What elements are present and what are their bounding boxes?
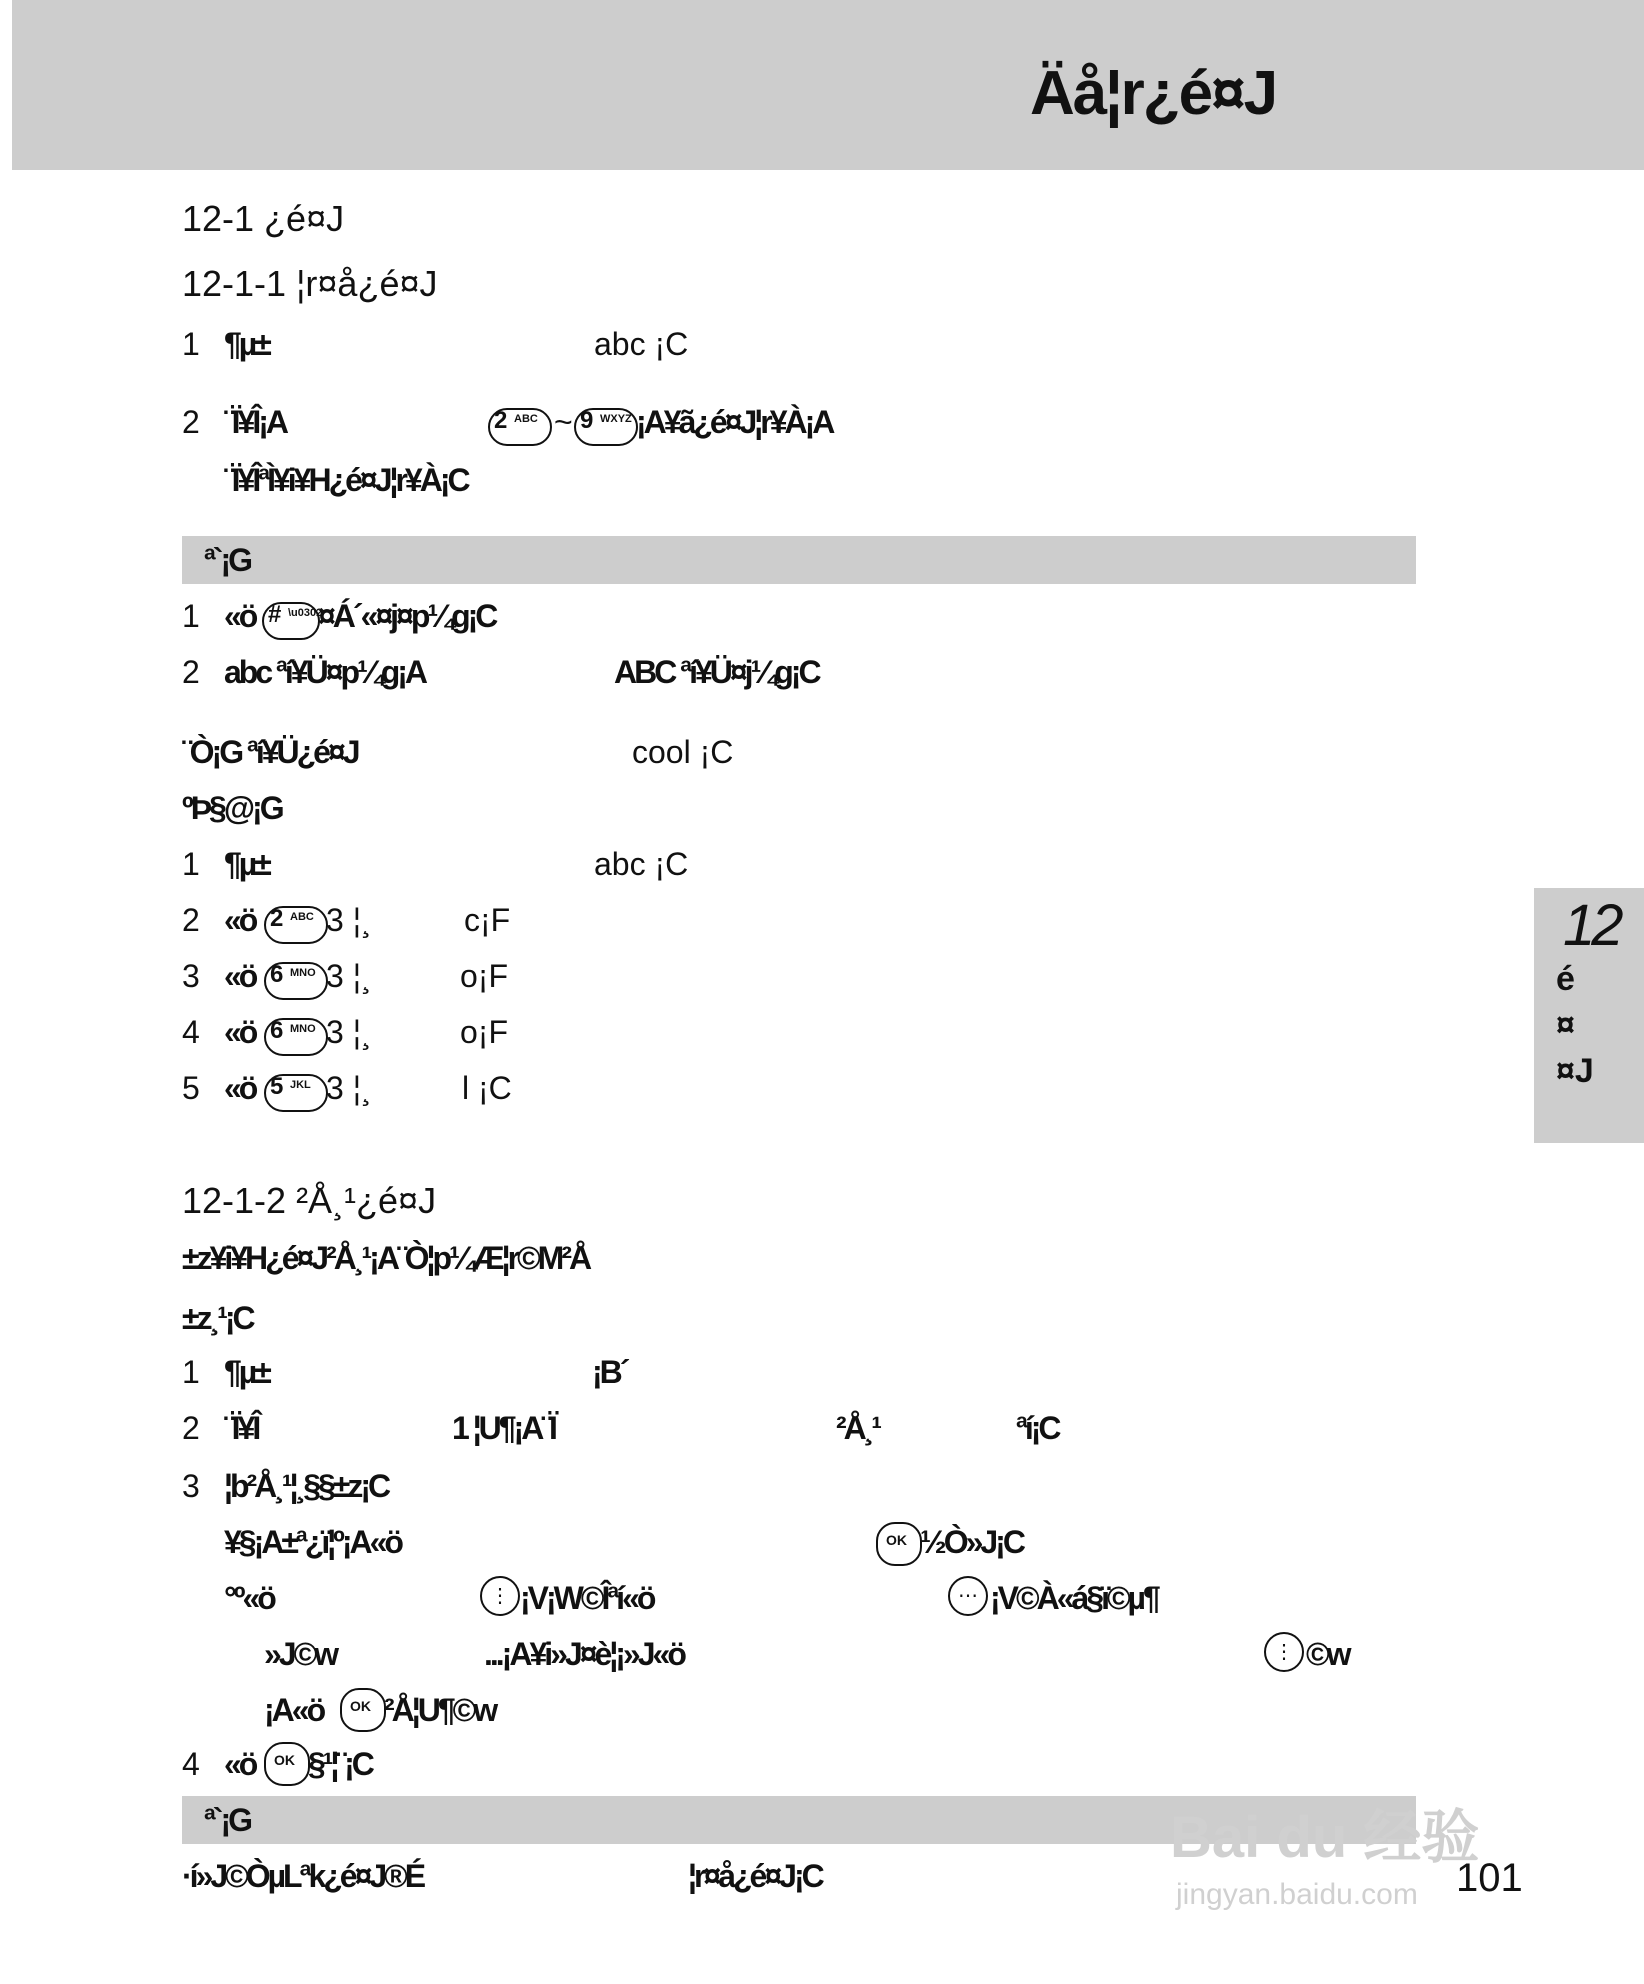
side-tab-char: é [1556,960,1575,998]
tilde: ~ [554,404,573,440]
note-item-result: ABC ªí¥Ü¤j¼g¡C [614,654,819,690]
example-step-number: 4 [182,1014,200,1050]
ok-key-icon: OK [264,1742,310,1786]
step-number: 2 [182,404,200,440]
note-label: ª`¡G [204,542,251,578]
example-step-count: 3 ¦¸ [326,958,372,994]
step-result: §¹¦¨¡C [308,1746,372,1782]
step-number: 1 [182,1354,200,1390]
example-step-text: «ö [224,958,256,994]
example-step-text: «ö [224,1070,256,1106]
example-step-number: 2 [182,902,200,938]
step-result: ¡B´ [592,1354,628,1390]
step-sub-text-right: ¡V©À«á§ï©µ¶ [990,1580,1158,1616]
note-item-number: 2 [182,654,200,690]
watermark-logo: Bai du 经验 [1170,1805,1480,1870]
nav-up-down-icon: ⋮ [480,1576,520,1616]
example-step-text: «ö [224,902,256,938]
step-text: ¶µ± [224,326,269,362]
header-bar [12,0,1644,170]
step-text-right: ¡A¥ã¿é¤J¦r¥À¡A [636,404,833,440]
key-hash-icon: # \u0302 [262,602,320,640]
note-item-result: ¤Á´«¤j¤p¼g¡C [318,598,496,634]
example-title: ¨Ò¡G ªí¥Ü¿é¤J [182,734,358,770]
step-number: 2 [182,1410,200,1446]
step-text: «ö [224,1746,256,1782]
step-sub-text-right: ©w [1306,1636,1349,1672]
section-heading-12-1: 12-1 ¿é¤J [182,198,345,239]
page-number: 101 [1456,1856,1523,1900]
key-6-icon: 6 MNO [264,1018,328,1056]
step-sub-text-right: ²Å¦U¶©w [384,1692,496,1728]
example-step-result: abc ¡C [594,846,689,882]
step-sub-text: ¥§¡A±ª¿ï¦º¡A«ö [224,1524,401,1560]
example-step-count: 3 ¦¸ [326,1070,372,1106]
note-bar [182,536,1416,584]
section-heading-12-1-2: 12-1-2 ²Å¸¹¿é¤J [182,1180,437,1221]
step-sub-text: ¡A«ö [264,1692,324,1728]
nav-up-down-icon: ⋮ [1264,1632,1304,1672]
note-item-text: abc ªí¥Ü¤p¼g¡A [224,654,426,690]
example-step-number: 1 [182,846,200,882]
key-6-icon: 6 MNO [264,962,328,1000]
step-text: ¨Ï¥Î [224,1410,259,1446]
step-sub-text: °º«ö [224,1580,274,1616]
note-label: ª`¡G [204,1802,251,1838]
example-step-result: o¡F [460,958,508,994]
example-step-text: «ö [224,1014,256,1050]
example-word: cool ¡C [632,734,734,770]
example-step-result: o¡F [460,1014,508,1050]
step-sub-text-mid: ¡V¡W©Îªí«ö [520,1580,654,1616]
step-text: ¦b²Å¸¹¦¸§§±z¡C [224,1468,389,1504]
step-text: ¶µ± [224,1354,269,1390]
step-text-line2: ¨Ï¥ÎªÌ¥i¥H¿é¤J¦r¥À¡C [224,462,468,498]
step-mid-text: 1 ¦U¶¡A¨Ï [452,1410,555,1446]
key-5-icon: 5 JKL [264,1074,328,1112]
step-result: abc ¡C [594,326,689,362]
step-number: 3 [182,1468,200,1504]
step-sub-text-mid: ...¡A¥i»J¤è¦¡»J«ö [484,1636,684,1672]
chapter-number: 12 [1563,893,1620,958]
step-text: ¨Ï¥Î¡A [224,404,286,440]
step-sub-text: »J©w [264,1636,337,1672]
intro-line-1: ±z¥i¥H¿é¤J²Å¸¹¡A¨Ò¦p¼Æ¦r©M²Å [182,1240,590,1276]
note-item-text: «ö [224,598,256,634]
example-step-count: 3 ¦¸ [326,1014,372,1050]
example-step-count: 3 ¦¸ [326,902,372,938]
step-mid-text-2: ²Å¸¹ [836,1410,880,1446]
side-tab-char: ¤J [1556,1052,1594,1090]
note-text-right: ¦r¤å¿é¤J¡C [688,1858,822,1894]
key-9-icon: 9 WXYZ [574,408,638,446]
note-item-number: 1 [182,598,200,634]
example-step-result: c¡F [464,902,511,938]
example-step-result: l ¡C [462,1070,512,1106]
key-2-icon: 2 ABC [488,408,552,446]
step-number: 4 [182,1746,200,1782]
key-2-icon: 2 ABC [264,906,328,944]
watermark-url: jingyan.baidu.com [1176,1878,1418,1911]
example-heading: ºÞ§@¡G [182,790,282,826]
step-result: ªí¡C [1016,1410,1059,1446]
ok-key-icon: OK [340,1688,386,1732]
step-sub-result: ½Ò»J¡C [920,1524,1023,1560]
note-text: ·í»J©ÒµLªk¿é¤J®É [182,1858,424,1894]
example-step-number: 3 [182,958,200,994]
nav-left-right-icon: ⋯ [948,1576,988,1616]
ok-key-icon: OK [876,1522,922,1566]
example-step-number: 5 [182,1070,200,1106]
section-heading-12-1-1: 12-1-1 ¦r¤å¿é¤J [182,263,438,304]
step-number: 1 [182,326,200,362]
chapter-title: Äå¦r¿é¤J [1030,59,1277,128]
side-tab-char: ¤ [1556,1006,1575,1044]
intro-line-2: ±z¸¹¡C [182,1300,253,1336]
example-step-text: ¶µ± [224,846,269,882]
